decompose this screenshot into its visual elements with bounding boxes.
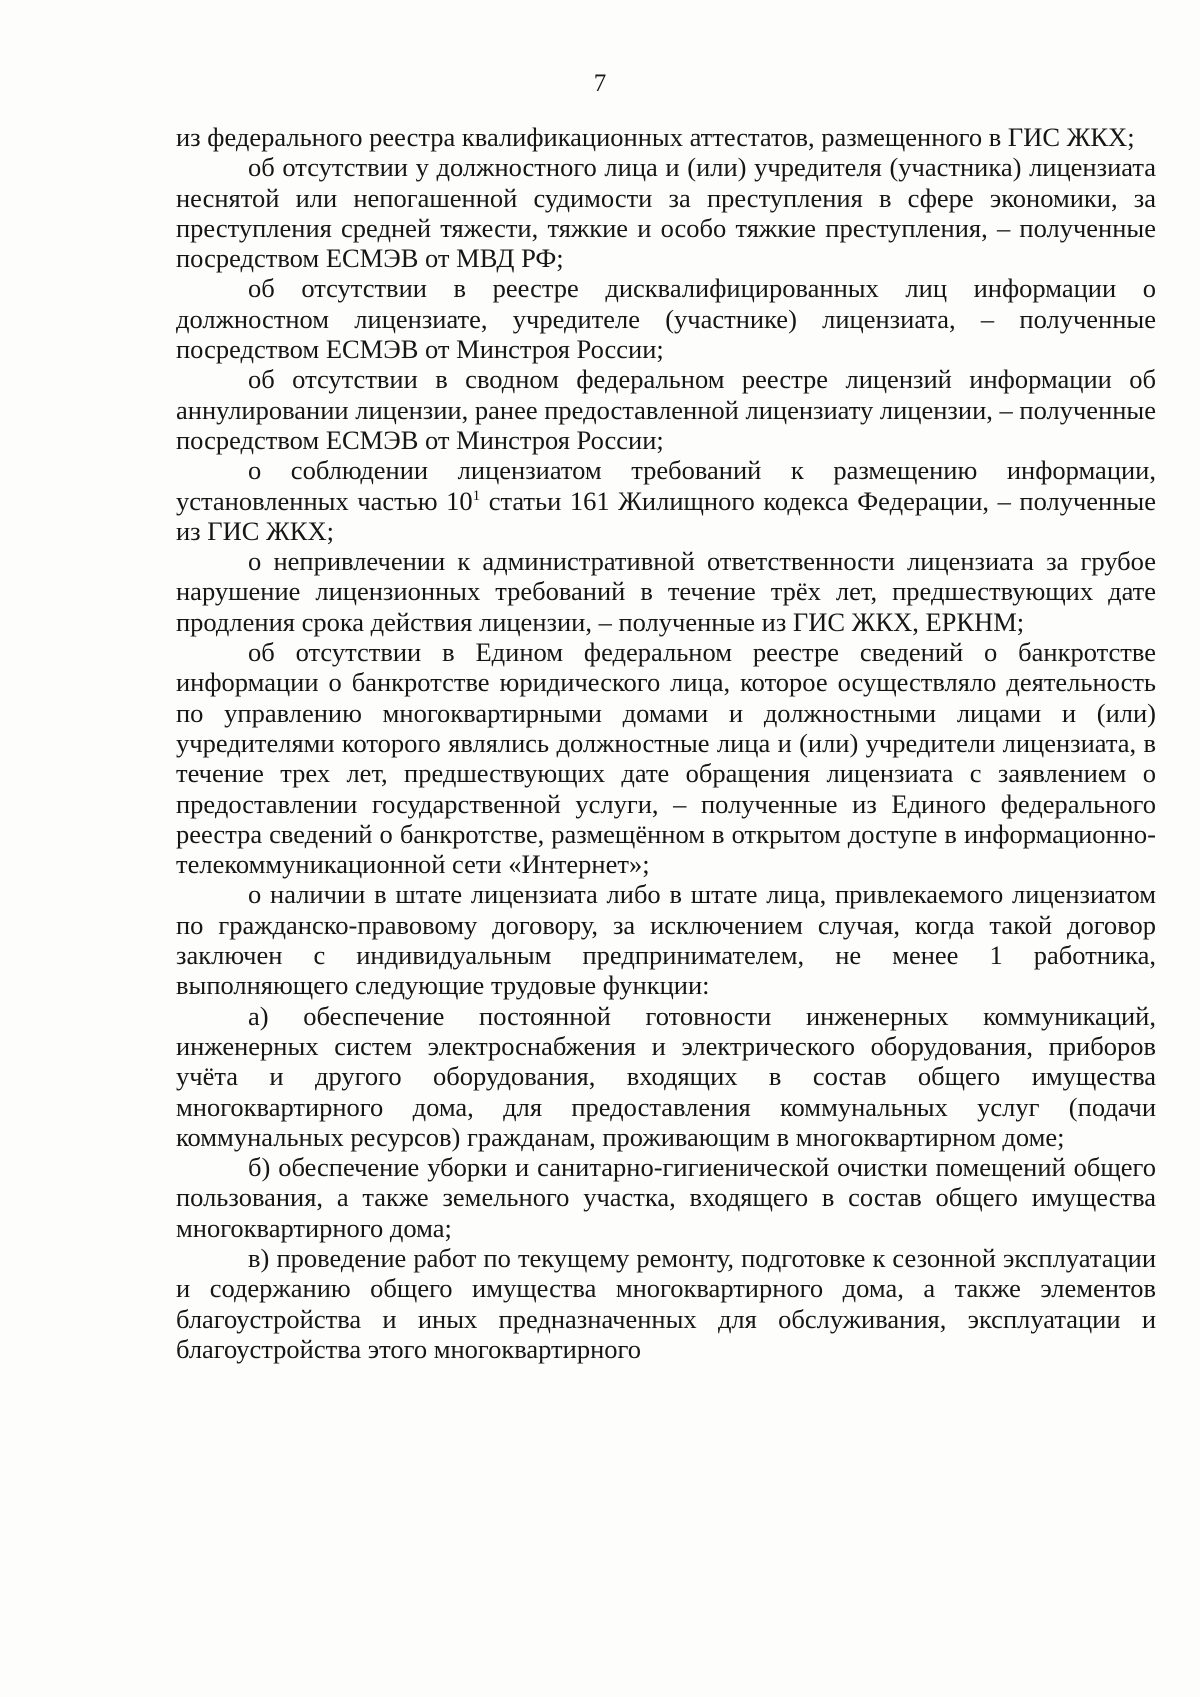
paragraph-staff-availability: о наличии в штате лицензиата либо в штате лица, привлекаемого лицензиатом по гражданско-правовому договору, за исключением случая, когда такой договор заключен с индивидуальным предпринимателем, не менее 1 работника, выполняющего следующие трудовые функции: <box>176 879 1156 1001</box>
paragraph-item-b: б) обеспечение уборки и санитарно-гигиенической очистки помещений общего пользования, а также земельного участка, входящего в состав общего имущества многоквартирного дома; <box>176 1152 1156 1243</box>
paragraph-item-a: а) обеспечение постоянной готовности инженерных коммуникаций, инженерных систем электроснабжения и электрического оборудования, приборов учёта и другого оборудования, входящих в состав общего имущества многоквартирного дома, для предоставления коммунальных услуг (подачи коммунальных ресурсов) гражданам, проживающим в многоквартирном доме; <box>176 1000 1156 1152</box>
paragraph-information-requirements-start: о соблюдении лицензиатом требований к размещению информации, установленных частью 10 <box>176 455 1156 516</box>
paragraph-information-requirements <box>176 455 1156 546</box>
paragraph-bankruptcy-registry: об отсутствии в Едином федеральном реестре сведений о банкротстве информации о банкротстве юридического лица, которое осуществляло деятельность по управлению многоквартирными домами и должностными лицами и (или) учредителями которого являлись должностные лица и (или) учредители лицензиата, в течение трех лет, предшествующих дате обращения лицензиата с заявлением о предоставлении государственной услуги, – полученные из Единого федерального реестра сведений о банкротстве, размещённом в открытом доступе в информационно-телекоммуникационной сети «Интернет»; <box>176 637 1156 880</box>
superscript-number: 1 <box>472 487 481 504</box>
paragraph-item-v: в) проведение работ по текущему ремонту, подготовке к сезонной эксплуатации и содержанию общего имущества многоквартирного дома, а также элементов благоустройства и иных предназначенных для обслуживания, эксплуатации и благоустройства этого многоквартирного <box>176 1242 1156 1364</box>
paragraph-administrative-liability: о непривлечении к административной ответственности лицензиата за грубое нарушение лицензионных требований в течение трёх лет, предшествующих дате продления срока действия лицензии, – полученные из ГИС ЖКХ, ЕРКНМ; <box>176 546 1156 637</box>
paragraph-information-requirements-end: статьи 161 Жилищного кодекса Федерации, – полученные из ГИС ЖКХ; <box>176 485 1156 546</box>
document-body <box>176 122 1156 1364</box>
paragraph-license-annulment: об отсутствии в сводном федеральном реестре лицензий информации об аннулировании лицензии, ранее предоставленной лицензиату лицензии, – полученные посредством ЕСМЭВ от Минстроя России; <box>176 364 1156 455</box>
paragraph-disqualified-persons: об отсутствии в реестре дисквалифицированных лиц информации о должностном лицензиате, учредителе (участнике) лицензиата, – полученные посредством ЕСМЭВ от Минстроя России; <box>176 273 1156 365</box>
paragraph-qualification-registry: из федерального реестра квалификационных аттестатов, размещенного в ГИС ЖКХ; <box>176 122 1135 152</box>
page-number: 7 <box>593 70 607 97</box>
paragraph-criminal-record: об отсутствии у должностного лица и (или) учредителя (участника) лицензиата неснятой или непогашенной судимости за преступления в сфере экономики, за преступления средней тяжести, тяжкие и особо тяжкие преступления, – полученные посредством ЕСМЭВ от МВД РФ; <box>176 152 1156 274</box>
